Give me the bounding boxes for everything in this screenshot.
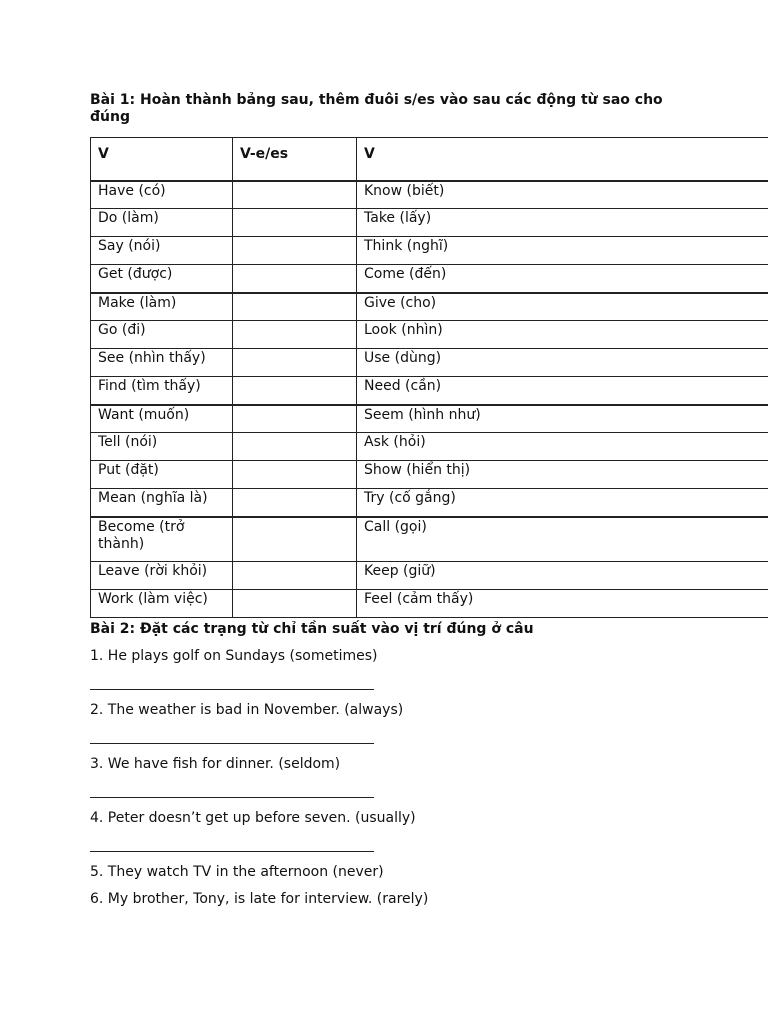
verb-cell: Make (làm) <box>91 293 233 321</box>
header-v: V <box>91 138 233 181</box>
table-row <box>91 461 768 489</box>
answer-line[interactable] <box>90 743 374 744</box>
exercise-2-item: 4. Peter doesn’t get up before seven. (usually) <box>90 810 416 826</box>
table-row <box>91 405 768 433</box>
table-row <box>91 237 768 265</box>
answer-cell[interactable] <box>233 562 357 590</box>
verb-cell: Take (lấy) <box>357 209 768 237</box>
answer-cell[interactable] <box>233 461 357 489</box>
answer-line[interactable] <box>90 689 374 690</box>
answer-cell[interactable] <box>233 293 357 321</box>
answer-cell[interactable] <box>233 321 357 349</box>
verb-table <box>90 137 768 618</box>
table-row <box>91 293 768 321</box>
exercise-2-item: 3. We have fish for dinner. (seldom) <box>90 756 341 772</box>
verb-cell: Do (làm) <box>91 209 233 237</box>
table-row <box>91 349 768 377</box>
header-v-es: V-e/es <box>233 138 357 181</box>
exercise-2-title: Bài 2: Đặt các trạng từ chỉ tần suất vào vị trí đúng ở câu <box>90 621 534 637</box>
answer-cell[interactable] <box>233 433 357 461</box>
table-row <box>91 517 768 562</box>
verb-cell: Want (muốn) <box>91 405 233 433</box>
verb-cell: Seem (hình như) <box>357 405 768 433</box>
table-row <box>91 209 768 237</box>
verb-cell: Know (biết) <box>357 181 768 209</box>
answer-cell[interactable] <box>233 517 357 562</box>
verb-cell: Need (cần) <box>357 377 768 405</box>
verb-cell: Find (tìm thấy) <box>91 377 233 405</box>
verb-cell: Keep (giữ) <box>357 562 768 590</box>
exercise-2-item: 6. My brother, Tony, is late for interview. (rarely) <box>90 891 429 907</box>
verb-cell: Feel (cảm thấy) <box>357 590 768 618</box>
verb-cell: Ask (hỏi) <box>357 433 768 461</box>
verb-cell: Leave (rời khỏi) <box>91 562 233 590</box>
verb-cell: Become (trở thành) <box>91 517 233 562</box>
answer-line[interactable] <box>90 797 374 798</box>
verb-cell: Put (đặt) <box>91 461 233 489</box>
verb-cell: Call (gọi) <box>357 517 768 562</box>
verb-cell: Use (dùng) <box>357 349 768 377</box>
verb-cell: Go (đi) <box>91 321 233 349</box>
verb-cell: Come (đến) <box>357 265 768 293</box>
exercise-2-item: 5. They watch TV in the afternoon (never) <box>90 864 384 880</box>
table-row <box>91 489 768 517</box>
header-v-2: V <box>357 138 768 181</box>
verb-cell: Show (hiển thị) <box>357 461 768 489</box>
verb-cell: Try (cố gắng) <box>357 489 768 517</box>
table-header-row <box>91 138 768 181</box>
answer-cell[interactable] <box>233 590 357 618</box>
table-row <box>91 321 768 349</box>
verb-cell: Tell (nói) <box>91 433 233 461</box>
verb-cell: Give (cho) <box>357 293 768 321</box>
answer-cell[interactable] <box>233 489 357 517</box>
answer-cell[interactable] <box>233 349 357 377</box>
answer-cell[interactable] <box>233 209 357 237</box>
exercise-1-title: Bài 1: Hoàn thành bảng sau, thêm đuôi s/es vào sau các động từ sao cho đúng <box>90 92 663 125</box>
table-row <box>91 433 768 461</box>
answer-cell[interactable] <box>233 377 357 405</box>
verb-cell: Think (nghĩ) <box>357 237 768 265</box>
answer-cell[interactable] <box>233 237 357 265</box>
table-row <box>91 181 768 209</box>
table-row <box>91 590 768 618</box>
verb-cell: Have (có) <box>91 181 233 209</box>
table-row <box>91 377 768 405</box>
table-row <box>91 265 768 293</box>
answer-cell[interactable] <box>233 405 357 433</box>
answer-cell[interactable] <box>233 181 357 209</box>
answer-cell[interactable] <box>233 265 357 293</box>
verb-cell: Get (được) <box>91 265 233 293</box>
verb-cell: Mean (nghĩa là) <box>91 489 233 517</box>
verb-cell: See (nhìn thấy) <box>91 349 233 377</box>
exercise-2-item: 2. The weather is bad in November. (always) <box>90 702 404 718</box>
verb-cell: Look (nhìn) <box>357 321 768 349</box>
verb-cell: Say (nói) <box>91 237 233 265</box>
answer-line[interactable] <box>90 851 374 852</box>
verb-cell: Work (làm việc) <box>91 590 233 618</box>
exercise-2-item: 1. He plays golf on Sundays (sometimes) <box>90 648 378 664</box>
table-row <box>91 562 768 590</box>
